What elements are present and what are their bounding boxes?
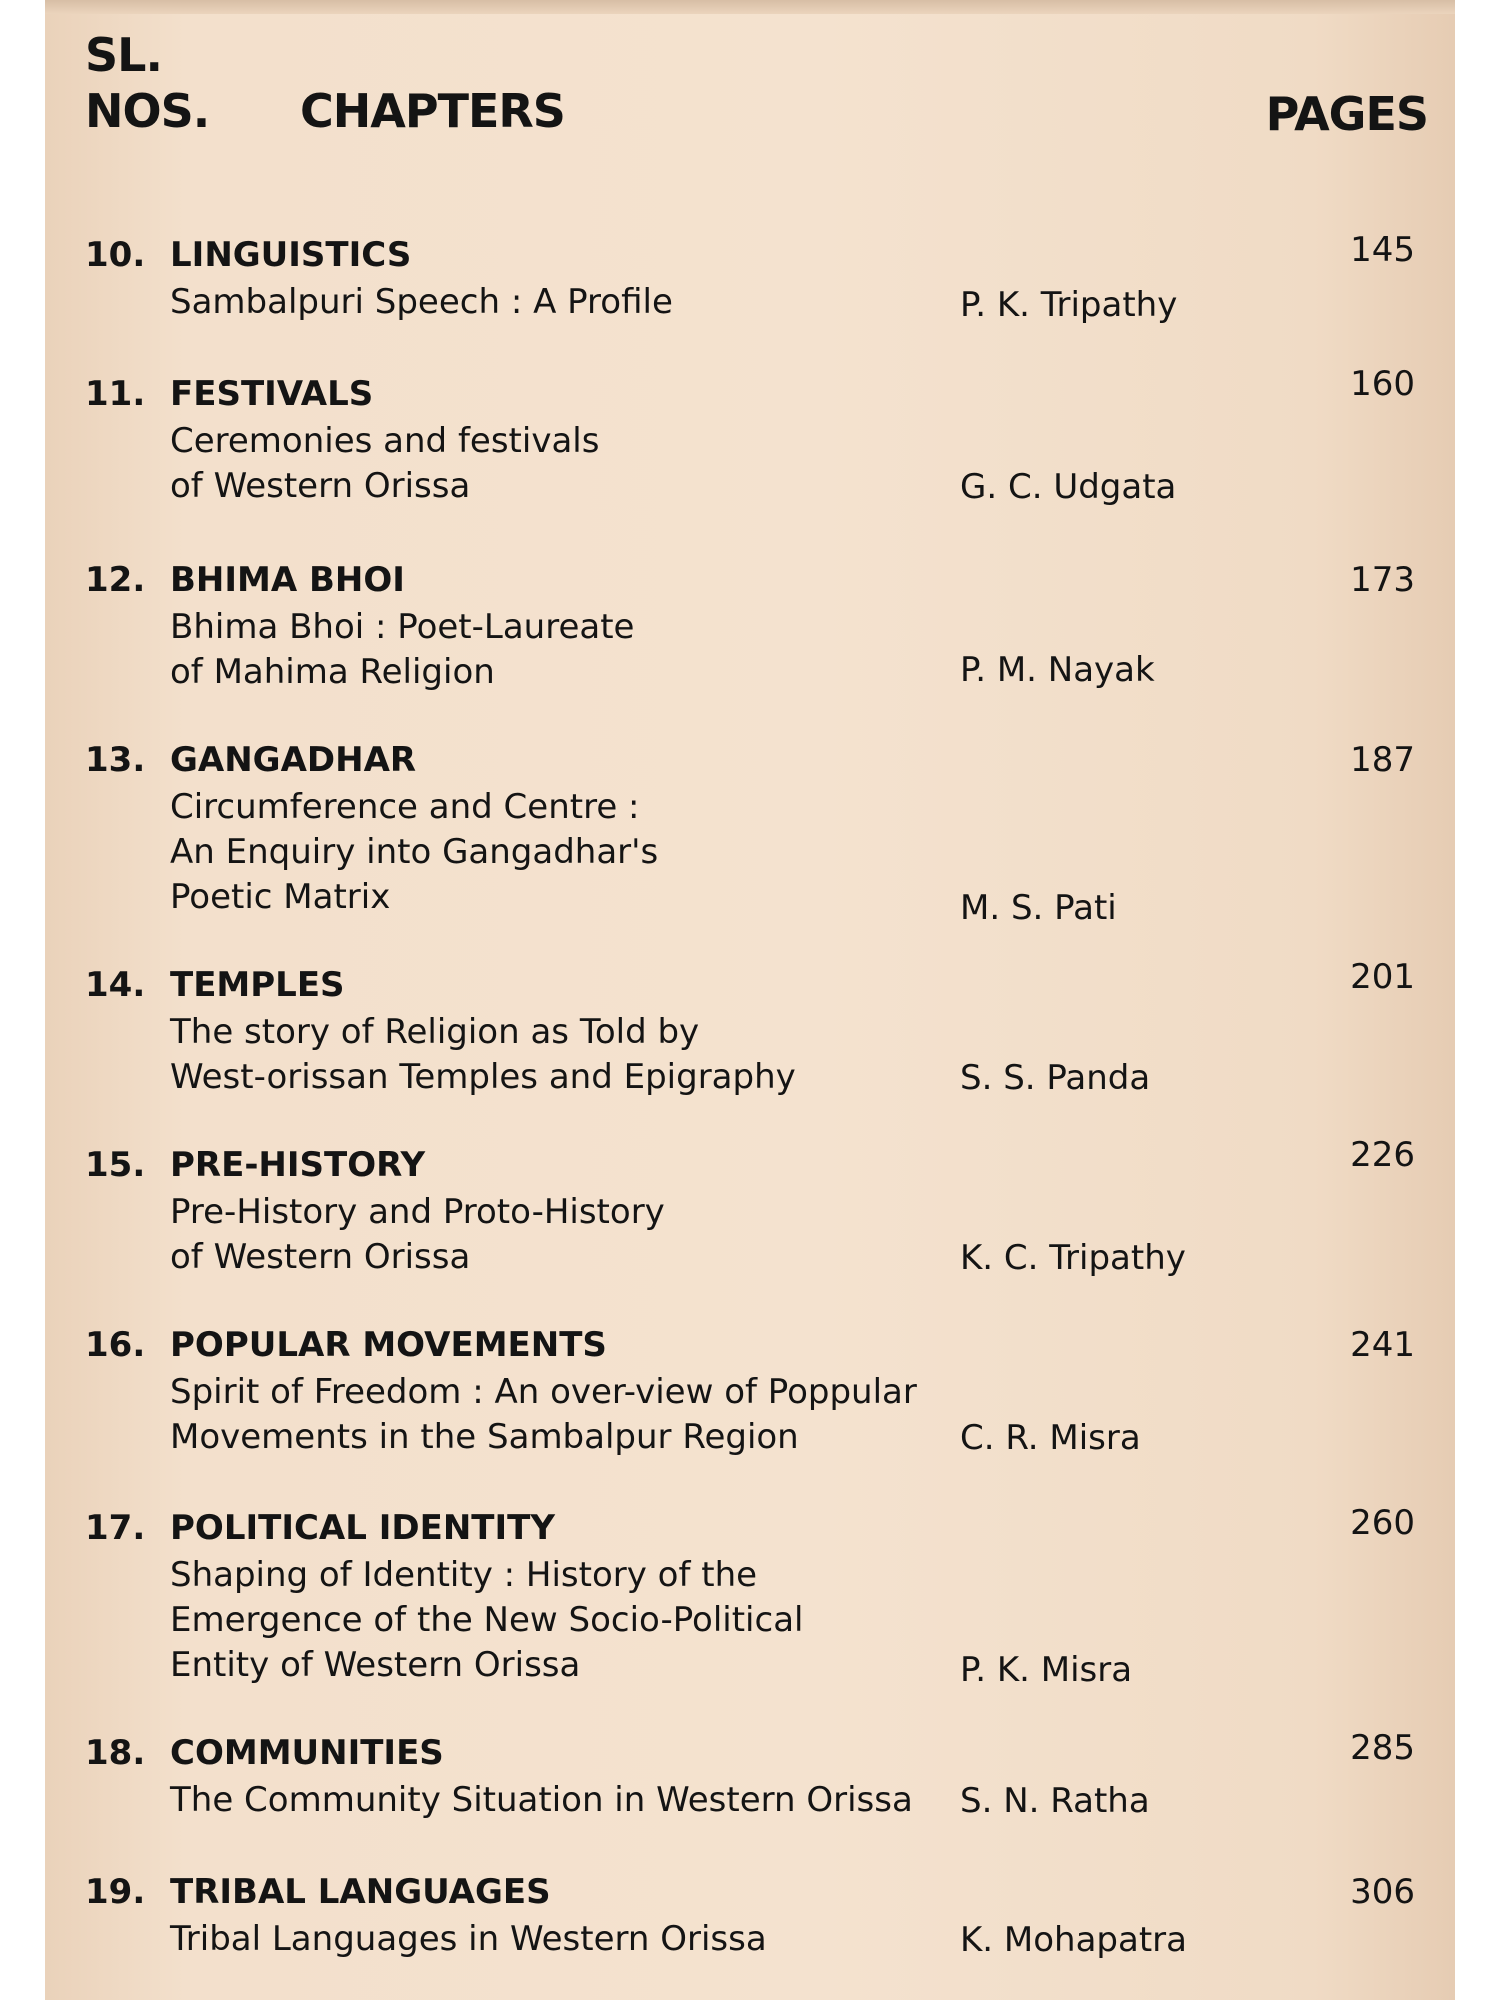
chapter-heading: POPULAR MOVEMENTS [170, 1325, 607, 1365]
chapter-subtitle [170, 785, 658, 920]
subtitle-line: Bhima Bhoi : Poet-Laureate [170, 607, 635, 647]
header-sl-label: SL. [85, 28, 162, 82]
chapter-page: 260 [1350, 1503, 1415, 1543]
subtitle-line: Sambalpuri Speech : A Profile [170, 282, 673, 322]
chapter-heading: TEMPLES [170, 965, 345, 1005]
subtitle-line: of Western Orissa [170, 466, 471, 506]
chapter-author: G. C. Udgata [960, 467, 1177, 507]
chapter-page: 285 [1350, 1728, 1415, 1768]
subtitle-line: Ceremonies and festivals [170, 421, 600, 461]
chapter-page: 160 [1350, 364, 1415, 404]
chapter-subtitle [170, 1553, 803, 1688]
chapter-page: 226 [1350, 1135, 1415, 1175]
header-nos-label: NOS. [85, 84, 210, 138]
subtitle-line: Entity of Western Orissa [170, 1645, 581, 1685]
subtitle-line: West-orissan Temples and Epigraphy [170, 1057, 796, 1097]
chapter-heading: PRE-HISTORY [170, 1145, 426, 1185]
chapter-page: 306 [1350, 1872, 1415, 1912]
chapter-author: P. M. Nayak [960, 650, 1155, 690]
chapter-author: C. R. Misra [960, 1418, 1141, 1458]
chapter-subtitle [170, 605, 634, 695]
chapter-subtitle [170, 1917, 767, 1962]
chapter-heading: FESTIVALS [170, 374, 374, 414]
subtitle-line: Pre-History and Proto-History [170, 1192, 665, 1232]
chapter-number: 18. [85, 1733, 146, 1773]
chapter-number: 12. [85, 560, 146, 600]
subtitle-line: Spirit of Freedom : An over-view of Poppular [170, 1372, 917, 1412]
chapter-page: 241 [1350, 1325, 1415, 1365]
chapter-page: 187 [1350, 740, 1415, 780]
chapter-author: M. S. Pati [960, 888, 1117, 928]
chapter-author: K. C. Tripathy [960, 1238, 1186, 1278]
subtitle-line: Tribal Languages in Western Orissa [170, 1919, 767, 1959]
chapter-subtitle [170, 1190, 665, 1280]
chapter-page: 145 [1350, 230, 1415, 270]
chapter-subtitle [170, 1370, 917, 1460]
header-chapters-label: CHAPTERS [300, 84, 565, 138]
chapter-page: 173 [1350, 560, 1415, 600]
subtitle-line: of Western Orissa [170, 1237, 471, 1277]
chapter-heading: BHIMA BHOI [170, 560, 405, 600]
chapter-number: 11. [85, 374, 146, 414]
subtitle-line: An Enquiry into Gangadhar's [170, 832, 659, 872]
subtitle-line: The Community Situation in Western Orissa [170, 1780, 913, 1820]
page-top-edge [45, 0, 1455, 14]
subtitle-line: Emergence of the New Socio-Political [170, 1600, 804, 1640]
chapter-number: 13. [85, 740, 146, 780]
chapter-number: 15. [85, 1145, 146, 1185]
chapter-heading: LINGUISTICS [170, 235, 412, 275]
chapter-number: 19. [85, 1872, 146, 1912]
chapter-author: P. K. Tripathy [960, 285, 1178, 325]
subtitle-line: The story of Religion as Told by [170, 1012, 700, 1052]
chapter-subtitle [170, 1778, 913, 1823]
chapter-number: 16. [85, 1325, 146, 1365]
subtitle-line: Circumference and Centre : [170, 787, 640, 827]
chapter-author: K. Mohapatra [960, 1920, 1187, 1960]
chapter-heading: GANGADHAR [170, 740, 417, 780]
chapter-page: 201 [1350, 957, 1415, 997]
book-page [45, 0, 1455, 2000]
chapter-subtitle [170, 419, 599, 509]
chapter-author: S. S. Panda [960, 1058, 1151, 1098]
chapter-heading: TRIBAL LANGUAGES [170, 1872, 551, 1912]
subtitle-line: of Mahima Religion [170, 652, 495, 692]
chapter-subtitle [170, 280, 673, 325]
subtitle-line: Poetic Matrix [170, 877, 391, 917]
chapter-author: S. N. Ratha [960, 1781, 1150, 1821]
chapter-number: 14. [85, 965, 146, 1005]
chapter-subtitle [170, 1010, 796, 1100]
header-pages-label: PAGES [1265, 87, 1428, 141]
chapter-author: P. K. Misra [960, 1650, 1133, 1690]
chapter-heading: COMMUNITIES [170, 1733, 444, 1773]
subtitle-line: Shaping of Identity : History of the [170, 1555, 758, 1595]
subtitle-line: Movements in the Sambalpur Region [170, 1417, 799, 1457]
chapter-heading: POLITICAL IDENTITY [170, 1508, 555, 1548]
chapter-number: 17. [85, 1508, 146, 1548]
chapter-number: 10. [85, 235, 146, 275]
